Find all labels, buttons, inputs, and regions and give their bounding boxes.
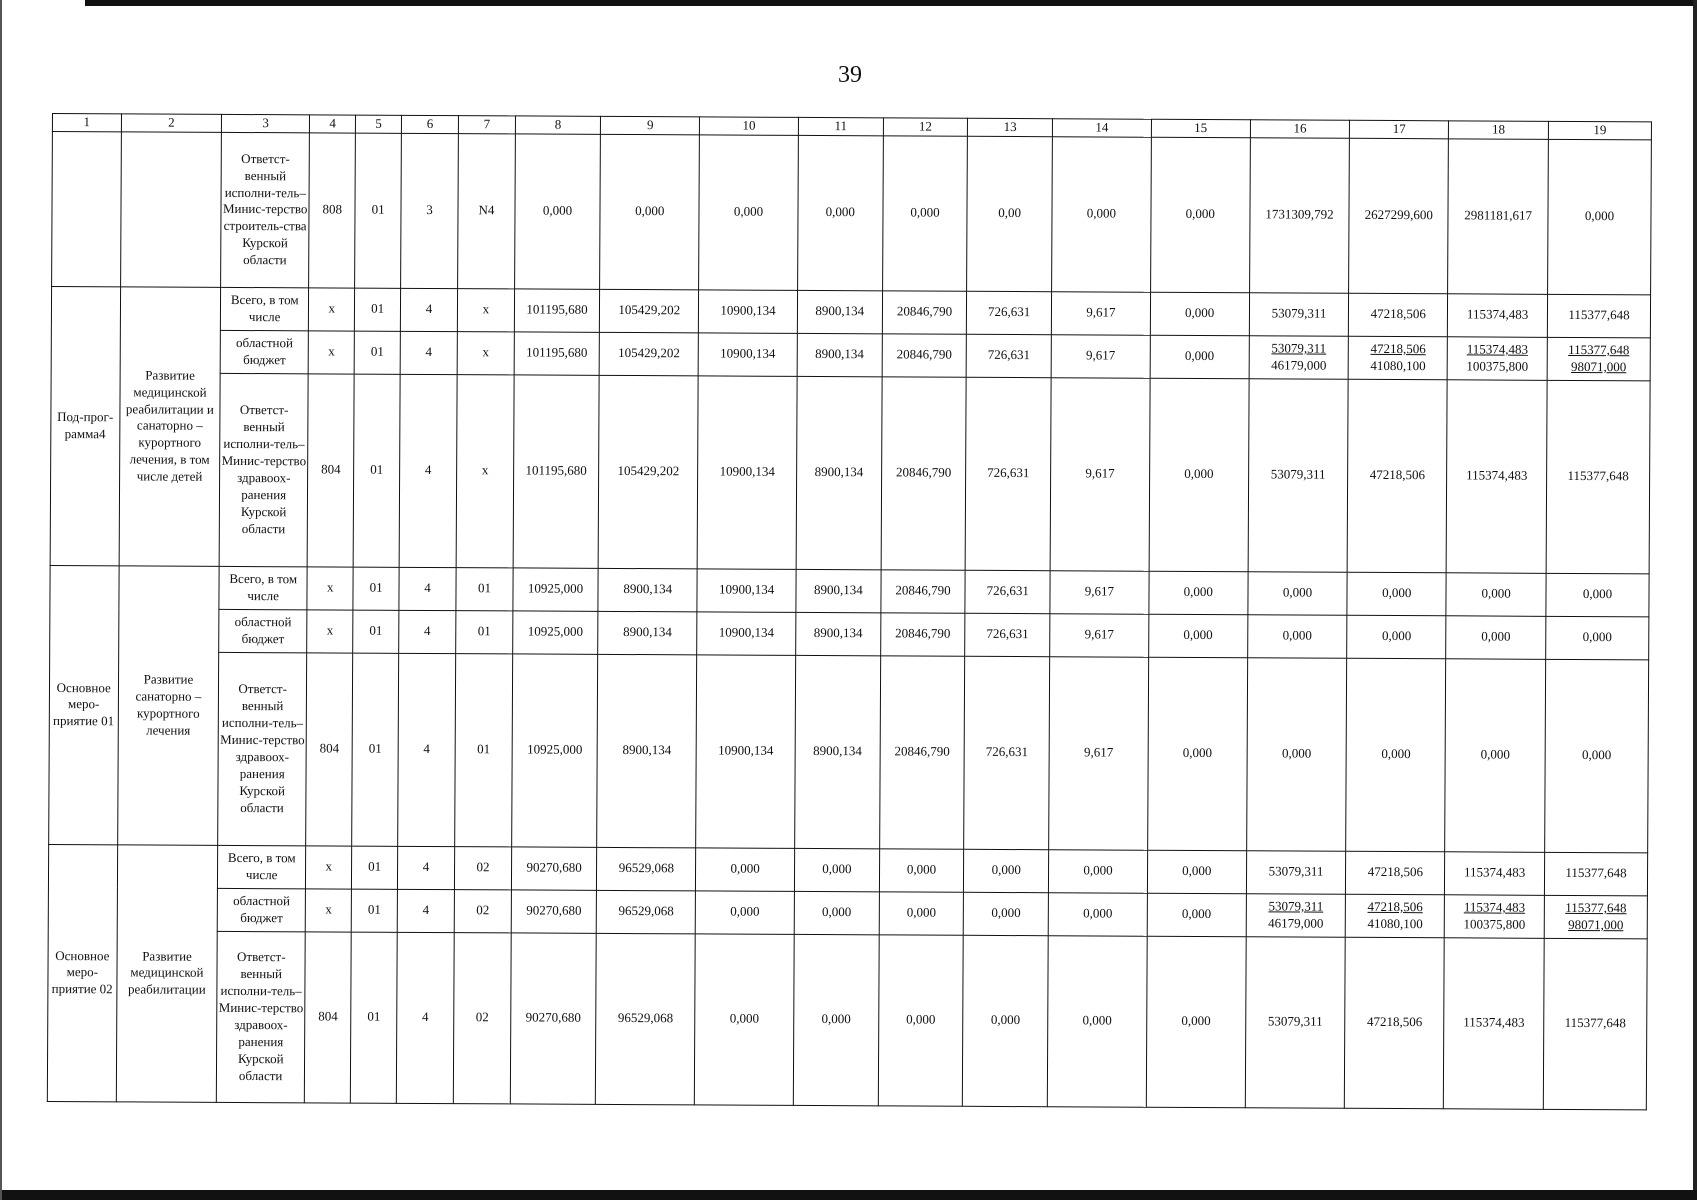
budget-table (47, 113, 1652, 1110)
code-cell: х (457, 332, 514, 375)
code-cell: 01 (352, 846, 398, 889)
split-amount-cell (1547, 337, 1650, 381)
column-header: 13 (968, 118, 1053, 136)
amount-cell: 9,617 (1050, 614, 1149, 658)
ministry-code-cell: 808 (309, 133, 356, 288)
amount-cell: 0,000 (600, 134, 700, 290)
scan-border-top (0, 0, 1697, 6)
amount-cell: 0,000 (1445, 659, 1546, 853)
amount-cell: 8900,134 (796, 569, 881, 612)
amount-cell: 0,000 (879, 892, 964, 935)
program-name-cell: Под-прог-рамма4 (50, 286, 120, 565)
column-header: 5 (356, 115, 401, 133)
program-description-cell: Развитие медицинской реабилитации и санаторно – курортного лечения, в том числе детей (119, 287, 221, 567)
amount-value: 98071,000 (1571, 358, 1627, 375)
column-header: 15 (1151, 119, 1250, 137)
amount-value: 41080,100 (1370, 357, 1426, 374)
amount-cell: 8900,134 (797, 333, 882, 376)
ministry-code-cell: 804 (306, 653, 353, 846)
amount-cell: 0,000 (798, 135, 883, 290)
amount-cell: 0,000 (882, 136, 967, 291)
amount-cell: 47218,506 (1348, 379, 1448, 573)
amount-cell: 2981181,617 (1448, 139, 1549, 295)
amount-cell: 53079,311 (1249, 293, 1349, 337)
amount-cell: 10925,000 (513, 568, 599, 611)
amount-value: 98071,000 (1568, 916, 1624, 933)
column-header: 9 (601, 116, 700, 134)
amount-cell: 0,000 (1446, 573, 1546, 617)
code-cell: 02 (454, 890, 511, 933)
executor-cell: Ответст-венный исполни-тель– Минис-терство здравоох-ранения Курской области (218, 652, 307, 845)
code-cell: 01 (456, 568, 513, 611)
column-header: 3 (222, 114, 310, 132)
code-cell: 4 (396, 932, 454, 1103)
amount-cell: 8900,134 (796, 612, 881, 655)
code-cell: х (308, 331, 355, 374)
amount-cell: 20846,790 (882, 334, 967, 377)
split-amount-cell (1544, 895, 1647, 939)
code-cell: 4 (400, 288, 458, 331)
amount-cell: 47218,506 (1346, 851, 1445, 895)
code-cell: 02 (454, 933, 511, 1104)
amount-cell: 0,000 (1248, 572, 1348, 616)
amount-cell: 10900,134 (697, 569, 796, 613)
scan-border-bottom (0, 1190, 1697, 1200)
split-amount-cell (1444, 895, 1544, 939)
amount-cell: 0,000 (1347, 572, 1446, 616)
code-cell: х (308, 288, 355, 331)
amount-value: 47218,506 (1367, 898, 1423, 915)
amount-cell: 53079,311 (1246, 851, 1346, 895)
amount-value: 115374,483 (1466, 341, 1529, 357)
code-cell: 01 (455, 654, 512, 847)
amount-value: 46179,000 (1268, 915, 1324, 931)
amount-cell: 0,00 (967, 136, 1052, 291)
code-cell: 01 (351, 932, 397, 1103)
code-cell: 01 (355, 288, 401, 331)
code-cell: 01 (352, 889, 398, 932)
amount-cell: 9,617 (1049, 657, 1149, 851)
program-description-cell: Развитие медицинской реабилитации (116, 845, 218, 1103)
amount-cell: 20846,790 (880, 613, 965, 656)
code-cell: х (307, 567, 354, 610)
amount-cell: 0,000 (794, 891, 879, 934)
table-row (50, 372, 1650, 573)
amount-cell: 9,617 (1051, 335, 1150, 379)
program-name-cell: Основное меро-приятие 01 (49, 565, 119, 844)
amount-cell: 0,000 (1147, 657, 1247, 851)
code-cell: 4 (400, 331, 458, 374)
amount-cell: 53079,311 (1245, 937, 1346, 1109)
executor-cell: Ответст-венный исполни-тель– Минис-терство строитель-ства Курской области (221, 132, 310, 287)
code-cell: 01 (456, 611, 513, 654)
code-cell: х (458, 289, 515, 332)
amount-cell: 0,000 (695, 934, 795, 1106)
amount-value: 100375,800 (1466, 358, 1529, 374)
amount-cell: 2627299,600 (1349, 138, 1449, 294)
amount-cell: 9,617 (1050, 571, 1149, 615)
amount-cell: 0,000 (794, 848, 879, 891)
amount-cell: 0,000 (1346, 658, 1446, 852)
amount-value: 100375,800 (1463, 916, 1526, 932)
amount-cell: 0,000 (964, 849, 1049, 892)
amount-cell: 0,000 (1048, 893, 1147, 937)
amount-value: 115377,648 (1568, 341, 1630, 358)
funding-source-cell: Всего, в том числе (221, 287, 309, 330)
code-cell: 4 (399, 567, 457, 610)
column-header: 17 (1350, 120, 1449, 138)
amount-cell: 0,000 (1247, 615, 1347, 659)
amount-cell: 96529,068 (597, 890, 696, 934)
code-cell: 01 (355, 133, 401, 288)
column-header: 2 (121, 114, 222, 132)
column-header: 14 (1052, 119, 1151, 137)
amount-cell: 0,000 (878, 935, 964, 1106)
program-description-cell: Развитие санаторно – курортного лечения (117, 566, 219, 846)
amount-cell: 0,000 (696, 848, 795, 892)
split-amount-cell (1249, 336, 1349, 380)
amount-cell: 0,000 (1150, 292, 1249, 336)
amount-cell: 0,000 (1548, 139, 1652, 295)
amount-cell: 105429,202 (599, 375, 699, 569)
code-cell: х (305, 889, 352, 932)
table-row (47, 930, 1647, 1109)
amount-cell: 10900,134 (699, 290, 798, 334)
amount-cell: 96529,068 (596, 933, 696, 1105)
amount-cell: 9,617 (1051, 292, 1150, 336)
code-cell: N4 (458, 134, 515, 289)
amount-value: 115374,483 (1463, 899, 1526, 915)
amount-cell: 115374,483 (1446, 380, 1547, 574)
amount-cell: 0,000 (1048, 850, 1147, 894)
amount-cell: 0,000 (1446, 616, 1546, 660)
split-amount-cell (1346, 894, 1445, 938)
code-cell: 01 (354, 374, 400, 567)
amount-cell: 10925,000 (511, 654, 598, 847)
ministry-code-cell: 804 (304, 932, 351, 1103)
amount-cell: 115377,648 (1544, 852, 1647, 896)
amount-cell: 0,000 (964, 892, 1049, 935)
column-header: 4 (309, 115, 355, 133)
split-amount-cell (1349, 336, 1448, 380)
amount-cell: 726,631 (965, 570, 1050, 613)
code-cell: 01 (353, 567, 399, 610)
amount-cell: 0,000 (793, 934, 879, 1105)
amount-cell: 1731309,792 (1249, 138, 1350, 294)
amount-cell: 0,000 (1150, 335, 1249, 379)
code-cell: 3 (400, 133, 458, 288)
program-name-cell (52, 131, 121, 286)
column-header: 7 (459, 116, 516, 134)
amount-cell: 0,000 (1150, 137, 1250, 293)
amount-value: 41080,100 (1367, 915, 1423, 932)
executor-cell: Ответст-венный исполни-тель– Минис-терство здравоох-ранения Курской области (217, 931, 306, 1102)
funding-source-cell: областной бюджет (219, 609, 307, 652)
amount-cell: 96529,068 (597, 847, 696, 891)
amount-cell: 0,000 (879, 849, 964, 892)
amount-cell: 0,000 (514, 134, 600, 289)
code-cell: 4 (397, 846, 455, 889)
amount-cell: 20846,790 (882, 291, 967, 334)
ministry-code-cell: 804 (307, 374, 354, 567)
code-cell: 01 (353, 610, 399, 653)
column-header: 6 (401, 115, 459, 133)
amount-cell: 8900,134 (795, 655, 881, 848)
amount-cell: 0,000 (1149, 614, 1248, 658)
code-cell: х (307, 610, 354, 653)
amount-cell: 0,000 (1149, 571, 1248, 615)
amount-cell: 8900,134 (598, 611, 697, 655)
amount-cell: 115377,648 (1546, 380, 1650, 574)
code-cell: 4 (397, 889, 455, 932)
amount-cell: 20846,790 (881, 377, 967, 570)
page-number: 39 (838, 62, 862, 88)
split-amount-cell (1447, 337, 1547, 381)
amount-cell: 47218,506 (1349, 293, 1448, 337)
amount-cell: 0,000 (695, 891, 794, 935)
amount-cell: 105429,202 (600, 289, 699, 333)
funding-source-cell: областной бюджет (218, 888, 306, 931)
amount-cell: 726,631 (964, 656, 1050, 849)
code-cell: 02 (455, 847, 512, 890)
column-header: 8 (515, 116, 601, 134)
code-cell: 4 (398, 610, 456, 653)
amount-cell: 0,000 (1546, 573, 1649, 617)
amount-cell: 726,631 (966, 334, 1051, 377)
amount-cell: 115374,483 (1445, 852, 1545, 896)
column-header: 1 (52, 114, 121, 132)
funding-source-cell: областной бюджет (220, 330, 308, 373)
amount-cell: 0,000 (963, 935, 1049, 1106)
amount-cell: 101195,680 (513, 375, 600, 568)
amount-cell: 53079,311 (1248, 379, 1349, 573)
column-header: 18 (1449, 121, 1549, 139)
program-name-cell: Основное меро-приятие 02 (47, 844, 117, 1101)
funding-source-cell: Всего, в том числе (219, 566, 307, 609)
amount-value: 115377,648 (1565, 899, 1627, 916)
amount-value: 53079,311 (1271, 340, 1327, 356)
column-header: 12 (883, 118, 968, 136)
column-header: 19 (1548, 121, 1651, 139)
amount-cell: 0,000 (1146, 936, 1246, 1108)
amount-cell: 0,000 (699, 135, 799, 291)
amount-cell: 0,000 (1147, 850, 1246, 894)
amount-cell: 8900,134 (598, 568, 697, 612)
amount-cell: 726,631 (965, 377, 1051, 570)
amount-value: 46179,000 (1271, 357, 1327, 373)
amount-cell: 0,000 (1149, 378, 1249, 572)
executor-cell: Ответст-венный исполни-тель– Минис-терство здравоох-ранения Курской области (219, 373, 308, 566)
table-row (49, 651, 1649, 852)
amount-cell: 8900,134 (796, 376, 882, 569)
amount-cell: 90270,680 (511, 890, 597, 933)
amount-cell: 8900,134 (797, 290, 882, 333)
column-header: 10 (700, 117, 799, 135)
amount-cell: 0,000 (1545, 659, 1649, 853)
amount-cell: 0,000 (1047, 936, 1147, 1108)
code-cell: х (306, 846, 353, 889)
code-cell: 01 (352, 653, 398, 846)
amount-cell: 101195,680 (514, 332, 600, 375)
amount-cell: 115374,483 (1444, 938, 1545, 1110)
amount-cell: 726,631 (965, 613, 1050, 656)
amount-cell: 10900,134 (696, 655, 796, 849)
column-header: 11 (798, 117, 883, 135)
split-amount-cell (1246, 894, 1346, 938)
amount-cell: 0,000 (1546, 616, 1649, 660)
code-cell: 01 (355, 331, 401, 374)
code-cell: х (456, 375, 513, 568)
budget-table-sheet (47, 113, 1652, 1110)
amount-value: 47218,506 (1370, 340, 1426, 357)
amount-cell: 90270,680 (511, 847, 597, 890)
amount-cell: 10900,134 (698, 333, 797, 377)
amount-cell: 115377,648 (1543, 938, 1647, 1110)
amount-cell: 10900,134 (697, 376, 797, 570)
amount-cell: 90270,680 (510, 933, 597, 1104)
amount-cell: 0,000 (1147, 893, 1246, 937)
amount-cell: 20846,790 (879, 656, 965, 849)
amount-cell: 726,631 (967, 291, 1052, 334)
amount-cell: 101195,680 (514, 289, 600, 332)
table-row (52, 131, 1652, 294)
amount-cell: 10900,134 (697, 612, 796, 656)
amount-cell: 10925,000 (512, 611, 598, 654)
amount-cell: 0,000 (1052, 137, 1152, 293)
code-cell: 4 (397, 653, 455, 846)
scan-border-left (0, 0, 2, 1200)
column-header: 16 (1250, 120, 1350, 138)
funding-source-cell: Всего, в том числе (218, 845, 306, 888)
amount-cell: 9,617 (1050, 378, 1150, 572)
scan-border-right (1693, 0, 1697, 1200)
program-description-cell (120, 132, 222, 288)
amount-cell: 20846,790 (881, 570, 966, 613)
amount-cell: 115377,648 (1547, 294, 1650, 338)
code-cell: 4 (399, 374, 457, 567)
amount-cell: 47218,506 (1345, 937, 1445, 1109)
amount-cell: 0,000 (1246, 658, 1347, 852)
amount-cell: 8900,134 (597, 654, 697, 848)
amount-cell: 105429,202 (600, 332, 699, 376)
amount-cell: 0,000 (1347, 615, 1446, 659)
amount-value: 53079,311 (1268, 898, 1324, 914)
amount-cell: 115374,483 (1448, 294, 1548, 338)
